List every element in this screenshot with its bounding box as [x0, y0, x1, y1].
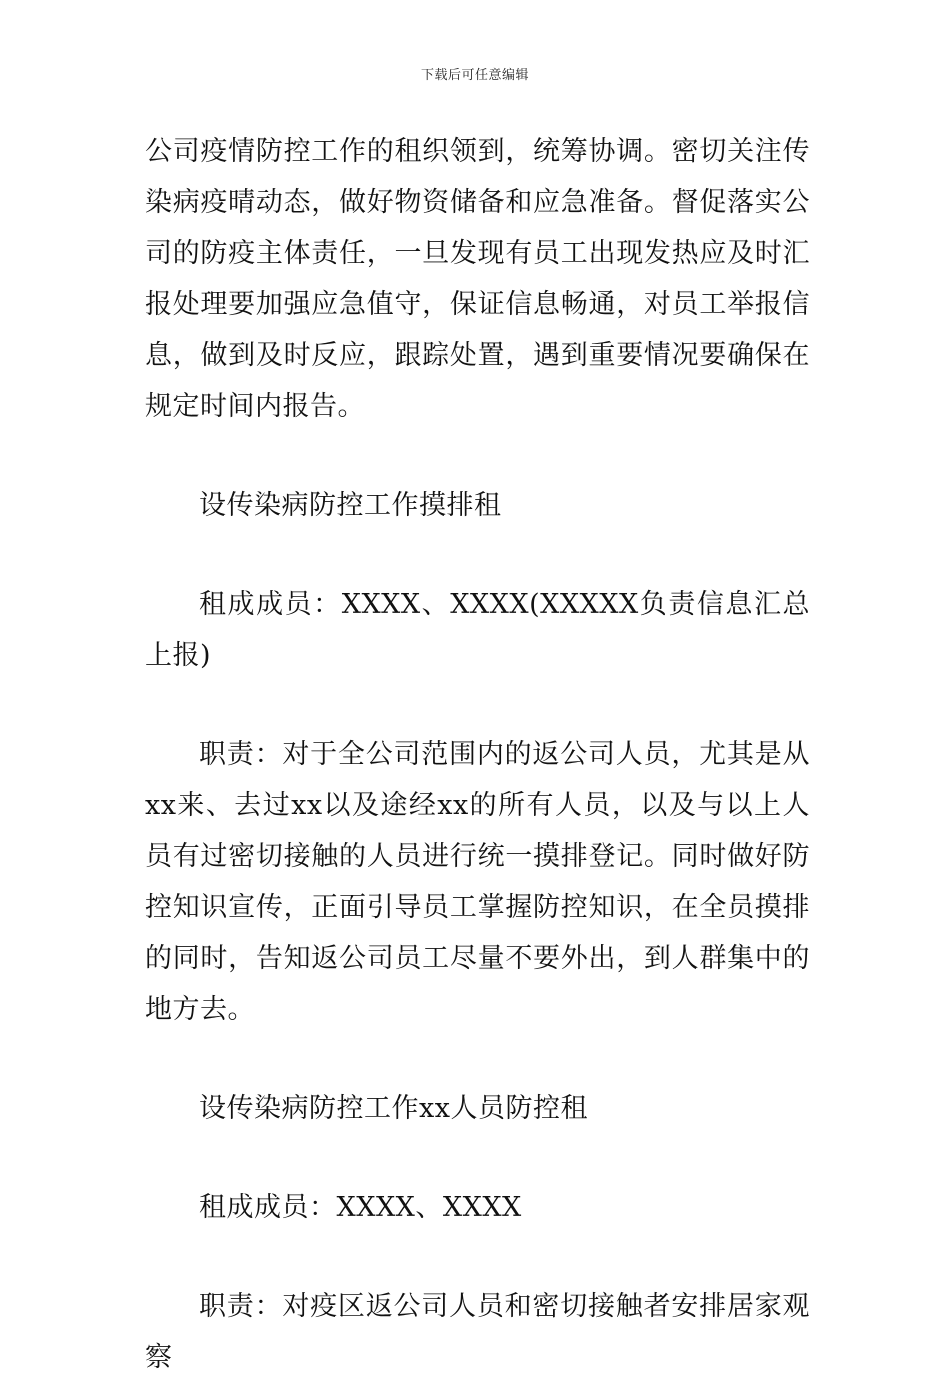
- personnel-control-team-duties: 职责：对疫区返公司人员和密切接触者安排居家观察: [145, 1291, 810, 1373]
- screening-team-duties: 职责：对于全公司范围内的返公司人员，尤其是从xx来、去过xx以及途经xx的所有人员，以及与以上人员有过密切接触的人员进行统一摸排登记。同时做好防控知识宣传，正面引导员工掌握防控知识，在全员摸排的同时，告知返公司员工尽量不要外出，到人群集中的地方去。: [145, 739, 810, 1025]
- personnel-control-team-members: 租成成员：XXXX、XXXX: [199, 1192, 522, 1223]
- section-heading-personnel-control-team: 设传染病防控工作xx人员防控租: [199, 1093, 588, 1124]
- section-heading-screening-team: 设传染病防控工作摸排租: [199, 490, 502, 521]
- document-body: [145, 126, 810, 1383]
- page-header: 下载后可任意编辑: [420, 68, 529, 83]
- screening-team-members: 租成成员：XXXX、XXXX(XXXXX负责信息汇总上报): [145, 589, 810, 671]
- paragraph-duties-intro: 公司疫情防控工作的租织领到，统筹协调。密切关注传染病疫晴动态，做好物资储备和应急准备。督促落实公司的防疫主体责任，一旦发现有员工出现发热应及时汇报处理要加强应急值守，保证信息畅通，对员工举报信息，做到及时反应，跟踪处置，遇到重要情况要确保在规定时间内报告。: [145, 136, 810, 422]
